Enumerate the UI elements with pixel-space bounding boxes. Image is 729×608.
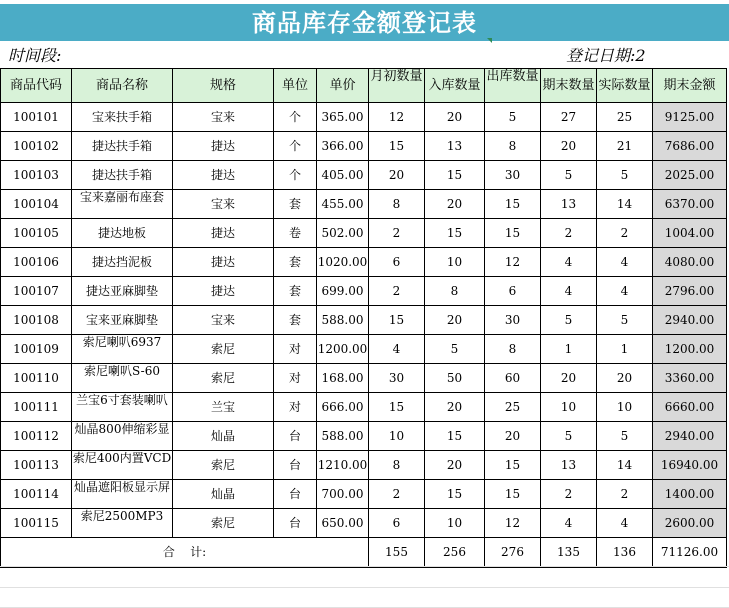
cell-unit[interactable]: 套 [274,277,317,306]
date-label[interactable]: 登记日期:2 [566,46,646,65]
cell-code[interactable]: 100108 [1,306,72,335]
header-cell[interactable]: 期末金额 [653,69,727,103]
table-row [1,248,727,277]
cell-unit[interactable]: 对 [274,364,317,393]
cell-closing-qty[interactable]: 5 [541,161,597,190]
cell-name[interactable] [72,190,173,219]
sheet-title[interactable]: 商品库存金额登记表 [0,4,729,41]
cell-name[interactable]: 宝来亚麻脚垫 [72,306,173,335]
cell-closing-qty[interactable]: 13 [541,190,597,219]
table-row [1,509,727,538]
cell-out-qty[interactable]: 12 [485,248,541,277]
table-row [1,161,727,190]
table-row [1,335,727,364]
cell-name[interactable] [72,393,173,422]
cell-opening-qty[interactable]: 30 [369,364,425,393]
cell-out-qty[interactable]: 30 [485,306,541,335]
cell-closing-amount[interactable]: 3360.00 [653,364,727,393]
cell-closing-amount[interactable]: 6370.00 [653,190,727,219]
table-row [1,103,727,132]
cell-opening-qty[interactable]: 2 [369,277,425,306]
cell-closing-qty[interactable]: 5 [541,306,597,335]
cell-price[interactable]: 455.00 [317,190,369,219]
cell-unit[interactable]: 对 [274,393,317,422]
cell-spec[interactable]: 捷达 [173,161,274,190]
cell-name[interactable]: 捷达扶手箱 [72,132,173,161]
cell-name-text: 索尼喇叭6937 [82,335,162,349]
cell-price[interactable]: 405.00 [317,161,369,190]
cell-spec[interactable]: 宝来 [173,190,274,219]
cell-out-qty[interactable]: 8 [485,132,541,161]
cell-code[interactable]: 100113 [1,451,72,480]
cell-price[interactable]: 1020.00 [317,248,369,277]
table-row [1,132,727,161]
cell-opening-qty[interactable]: 2 [369,480,425,509]
cell-closing-qty[interactable]: 20 [541,364,597,393]
cell-code[interactable]: 100109 [1,335,72,364]
cell-closing-amount[interactable]: 1200.00 [653,335,727,364]
cell-name[interactable] [72,451,173,480]
cell-closing-qty[interactable]: 4 [541,248,597,277]
cell-out-qty[interactable]: 60 [485,364,541,393]
cell-price[interactable]: 1200.00 [317,335,369,364]
cell-name[interactable]: 捷达地板 [72,219,173,248]
cell-closing-amount[interactable]: 6660.00 [653,393,727,422]
table-row [1,190,727,219]
cell-closing-qty[interactable]: 10 [541,393,597,422]
cell-closing-amount[interactable]: 2940.00 [653,306,727,335]
cell-name[interactable]: 捷达扶手箱 [72,161,173,190]
cell-closing-amount[interactable]: 1400.00 [653,480,727,509]
cell-price[interactable]: 168.00 [317,364,369,393]
cell-code[interactable]: 100106 [1,248,72,277]
cell-spec[interactable]: 捷达 [173,248,274,277]
cell-actual-qty[interactable]: 4 [597,509,653,538]
cell-closing-amount[interactable]: 2940.00 [653,422,727,451]
header-cell[interactable]: 实际数量 [597,69,653,103]
cell-opening-qty[interactable]: 15 [369,306,425,335]
total-row [1,538,727,568]
header-row [1,69,727,103]
header-cell[interactable]: 单位 [274,69,317,103]
cell-opening-qty[interactable]: 8 [369,451,425,480]
cell-actual-qty[interactable]: 25 [597,103,653,132]
table-row [1,422,727,451]
cell-spec[interactable]: 捷达 [173,277,274,306]
cell-actual-qty[interactable]: 21 [597,132,653,161]
header-cell[interactable] [369,69,425,103]
cell-actual-qty[interactable]: 1 [597,335,653,364]
cell-price[interactable]: 666.00 [317,393,369,422]
cell-in-qty[interactable]: 20 [425,451,485,480]
cell-opening-qty[interactable]: 20 [369,161,425,190]
cell-name[interactable] [72,364,173,393]
cell-actual-qty[interactable]: 2 [597,219,653,248]
cell-in-qty[interactable]: 20 [425,393,485,422]
cell-code[interactable]: 100114 [1,480,72,509]
cell-out-qty[interactable]: 12 [485,509,541,538]
period-label[interactable]: 时间段: [8,46,62,65]
cell-closing-amount[interactable]: 2796.00 [653,277,727,306]
cell-name[interactable]: 宝来扶手箱 [72,103,173,132]
table-row [1,306,727,335]
total-value[interactable]: 276 [485,538,541,568]
cell-name-text: 索尼喇叭S-60 [84,364,160,378]
cell-in-qty[interactable]: 20 [425,190,485,219]
cell-spec[interactable]: 兰宝 [173,393,274,422]
cell-out-qty[interactable]: 15 [485,190,541,219]
cell-closing-qty[interactable]: 5 [541,422,597,451]
cell-out-qty[interactable]: 8 [485,335,541,364]
cell-unit[interactable]: 套 [274,248,317,277]
cell-unit[interactable]: 套 [274,306,317,335]
table-row [1,364,727,393]
cell-closing-qty[interactable]: 4 [541,277,597,306]
cell-opening-qty[interactable]: 10 [369,422,425,451]
cell-name[interactable] [72,335,173,364]
cell-spec[interactable]: 捷达 [173,219,274,248]
cell-name-text: 灿晶800伸缩彩显 [74,422,170,436]
cell-closing-amount[interactable]: 7686.00 [653,132,727,161]
cell-actual-qty[interactable]: 10 [597,393,653,422]
cell-price[interactable]: 502.00 [317,219,369,248]
cell-opening-qty[interactable]: 12 [369,103,425,132]
cell-closing-amount[interactable]: 4080.00 [653,248,727,277]
cell-name-text: 灿晶遮阳板显示屏 [73,480,170,494]
header-cell[interactable]: 规格 [173,69,274,103]
cell-code[interactable]: 100103 [1,161,72,190]
cell-price[interactable]: 365.00 [317,103,369,132]
cell-spec[interactable]: 灿晶 [173,422,274,451]
cell-in-qty[interactable]: 20 [425,103,485,132]
cell-price[interactable]: 650.00 [317,509,369,538]
cell-unit[interactable]: 个 [274,161,317,190]
cell-spec[interactable]: 索尼 [173,509,274,538]
empty-rows [0,566,729,608]
cell-spec[interactable]: 索尼 [173,364,274,393]
cell-out-qty[interactable]: 15 [485,219,541,248]
cell-unit[interactable]: 对 [274,335,317,364]
header-cell[interactable] [485,69,541,103]
cell-name-text: 兰宝6寸套装喇叭 [76,393,168,407]
cell-closing-amount[interactable]: 16940.00 [653,451,727,480]
cell-actual-qty[interactable]: 5 [597,161,653,190]
cell-name[interactable]: 捷达挡泥板 [72,248,173,277]
cell-out-qty[interactable]: 6 [485,277,541,306]
cell-unit[interactable]: 套 [274,190,317,219]
cell-closing-qty[interactable]: 27 [541,103,597,132]
cell-actual-qty[interactable]: 4 [597,248,653,277]
cell-opening-qty[interactable]: 2 [369,219,425,248]
header-cell-text: 月初数量 [370,69,423,84]
cell-name-text: 索尼2500MP3 [80,509,164,523]
total-value[interactable]: 155 [369,538,425,568]
cell-actual-qty[interactable]: 5 [597,422,653,451]
cell-unit[interactable]: 台 [274,509,317,538]
cell-out-qty[interactable]: 5 [485,103,541,132]
cell-in-qty[interactable]: 15 [425,219,485,248]
cell-actual-qty[interactable]: 5 [597,306,653,335]
cell-actual-qty[interactable]: 2 [597,480,653,509]
cell-opening-qty[interactable]: 6 [369,509,425,538]
header-cell-text: 出库数量 [486,69,539,84]
cell-spec[interactable]: 捷达 [173,132,274,161]
cell-in-qty[interactable]: 10 [425,248,485,277]
total-value[interactable]: 256 [425,538,485,568]
cell-unit[interactable]: 卷 [274,219,317,248]
header-cell[interactable]: 期末数量 [541,69,597,103]
inventory-table [0,68,727,568]
cell-closing-qty[interactable]: 13 [541,451,597,480]
total-value[interactable]: 71126.00 [653,538,727,568]
table-row [1,451,727,480]
cell-unit[interactable]: 台 [274,451,317,480]
cell-price[interactable]: 588.00 [317,306,369,335]
cell-opening-qty[interactable]: 15 [369,393,425,422]
cell-out-qty[interactable]: 25 [485,393,541,422]
table-row [1,277,727,306]
cell-out-qty[interactable]: 15 [485,451,541,480]
cell-spec[interactable]: 宝来 [173,306,274,335]
cell-in-qty[interactable]: 15 [425,422,485,451]
cell-name-text: 宝来嘉丽布座套 [79,190,164,204]
cell-actual-qty[interactable]: 14 [597,190,653,219]
cell-actual-qty[interactable]: 20 [597,364,653,393]
cell-out-qty[interactable]: 30 [485,161,541,190]
cell-spec[interactable]: 灿晶 [173,480,274,509]
cell-out-qty[interactable]: 15 [485,480,541,509]
cell-in-qty[interactable]: 10 [425,509,485,538]
cell-closing-qty[interactable]: 2 [541,219,597,248]
cell-unit[interactable]: 台 [274,422,317,451]
cell-in-qty[interactable]: 8 [425,277,485,306]
cell-code[interactable]: 100102 [1,132,72,161]
cell-code[interactable]: 100111 [1,393,72,422]
cell-code[interactable]: 100107 [1,277,72,306]
cell-closing-qty[interactable]: 2 [541,480,597,509]
cell-closing-amount[interactable]: 2025.00 [653,161,727,190]
cell-closing-amount[interactable]: 1004.00 [653,219,727,248]
cell-actual-qty[interactable]: 4 [597,277,653,306]
cell-spec[interactable]: 索尼 [173,335,274,364]
header-cell[interactable]: 商品名称 [72,69,173,103]
cell-price[interactable]: 700.00 [317,480,369,509]
cell-opening-qty[interactable]: 6 [369,248,425,277]
cell-closing-qty[interactable]: 1 [541,335,597,364]
total-value[interactable]: 136 [597,538,653,568]
cell-name[interactable] [72,422,173,451]
total-label[interactable]: 合 计: [1,538,369,568]
cell-opening-qty[interactable]: 4 [369,335,425,364]
cell-name[interactable]: 捷达亚麻脚垫 [72,277,173,306]
cell-actual-qty[interactable]: 14 [597,451,653,480]
cell-opening-qty[interactable]: 15 [369,132,425,161]
header-cell[interactable]: 单价 [317,69,369,103]
cell-closing-amount[interactable]: 2600.00 [653,509,727,538]
cell-name-text: 索尼400内置VCD [72,451,172,465]
header-cell[interactable]: 入库数量 [425,69,485,103]
cell-out-qty[interactable]: 20 [485,422,541,451]
cell-opening-qty[interactable]: 8 [369,190,425,219]
cell-spec[interactable]: 宝来 [173,103,274,132]
cell-in-qty[interactable]: 13 [425,132,485,161]
cell-unit[interactable]: 台 [274,480,317,509]
cell-price[interactable]: 366.00 [317,132,369,161]
cell-in-qty[interactable]: 5 [425,335,485,364]
cell-code[interactable]: 100101 [1,103,72,132]
cell-code[interactable]: 100110 [1,364,72,393]
cell-name[interactable] [72,480,173,509]
cell-code[interactable]: 100115 [1,509,72,538]
cell-comment-marker [487,38,492,43]
header-cell[interactable]: 商品代码 [1,69,72,103]
cell-closing-amount[interactable]: 9125.00 [653,103,727,132]
total-value[interactable]: 135 [541,538,597,568]
cell-price[interactable]: 1210.00 [317,451,369,480]
cell-name[interactable] [72,509,173,538]
table-row [1,480,727,509]
cell-in-qty[interactable]: 50 [425,364,485,393]
cell-closing-qty[interactable]: 20 [541,132,597,161]
table-row [1,393,727,422]
cell-in-qty[interactable]: 20 [425,306,485,335]
cell-unit[interactable]: 个 [274,132,317,161]
cell-in-qty[interactable]: 15 [425,161,485,190]
cell-code[interactable]: 100105 [1,219,72,248]
cell-unit[interactable]: 个 [274,103,317,132]
cell-closing-qty[interactable]: 4 [541,509,597,538]
cell-price[interactable]: 699.00 [317,277,369,306]
table-row [1,219,727,248]
cell-price[interactable]: 588.00 [317,422,369,451]
cell-code[interactable]: 100112 [1,422,72,451]
cell-code[interactable]: 100104 [1,190,72,219]
cell-in-qty[interactable]: 15 [425,480,485,509]
cell-spec[interactable]: 索尼 [173,451,274,480]
